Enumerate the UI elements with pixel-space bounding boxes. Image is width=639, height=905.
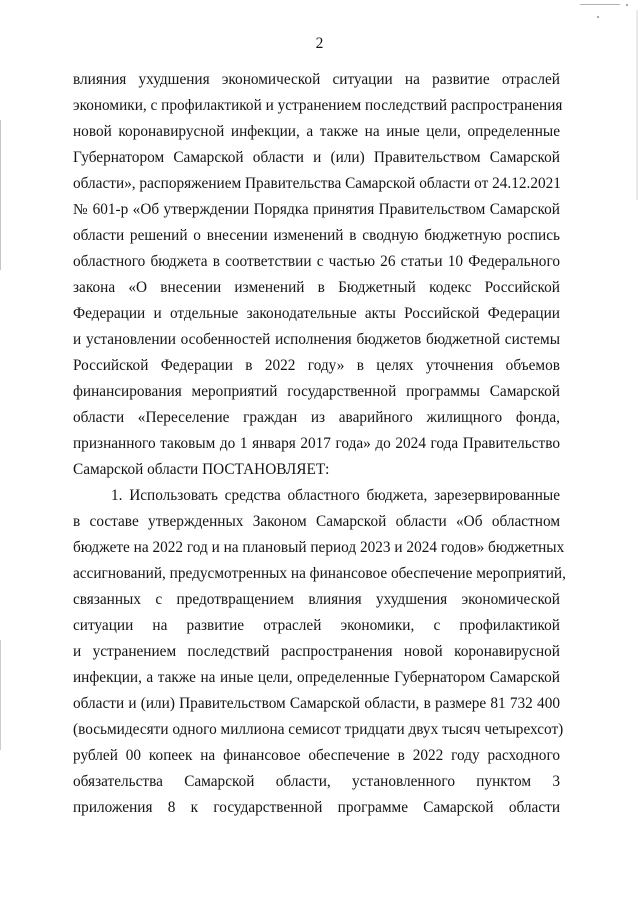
scan-edge-mark bbox=[636, 10, 638, 200]
text-line: № 601-р «Об утверждении Порядка принятия Правительством Самарской bbox=[73, 201, 560, 218]
paragraph-first-line: 1. Использовать средства областного бюджета, зарезервированные bbox=[111, 487, 560, 504]
text-line: бюджете на 2022 год и на плановый период 2023 и 2024 годов» бюджетных bbox=[73, 539, 565, 556]
text-line: (восьмидесяти одного миллиона семисот тридцати двух тысяч четырехсот) bbox=[73, 721, 564, 738]
text-line: Самарской области ПОСТАНОВЛЯЕТ: bbox=[73, 461, 330, 478]
text-line: признанного таковым до 1 января 2017 года» до 2024 года Правительство bbox=[73, 435, 560, 452]
text-line: закона «О внесении изменений в Бюджетный кодекс Российской bbox=[73, 279, 560, 296]
text-line: экономики, с профилактикой и устранением последствий распространения bbox=[73, 97, 563, 114]
text-line: инфекции, а также на иные цели, определенные Губернатором Самарской bbox=[73, 669, 560, 686]
page-number: 2 bbox=[315, 35, 324, 52]
text-line: и устранением последствий распространения новой коронавирусной bbox=[73, 643, 560, 660]
scan-edge-mark bbox=[626, 4, 628, 6]
text-line: приложения 8 к государственной программе Самарской области bbox=[73, 799, 560, 816]
scan-edge-mark bbox=[0, 120, 1, 270]
scan-edge-mark bbox=[597, 16, 599, 18]
text-line: Губернатором Самарской области и (или) Правительством Самарской bbox=[73, 149, 560, 166]
text-line: Российской Федерации в 2022 году» в целях уточнения объемов bbox=[73, 357, 560, 374]
scan-edge-mark bbox=[0, 640, 1, 750]
text-line: ситуации на развитие отраслей экономики, с профилактикой bbox=[73, 617, 560, 634]
text-line: ассигнований, предусмотренных на финансовое обеспечение мероприятий, bbox=[73, 565, 566, 582]
text-line: области «Переселение граждан из аварийного жилищного фонда, bbox=[73, 409, 560, 426]
text-line: в составе утвержденных Законом Самарской области «Об областном bbox=[73, 513, 560, 530]
text-line: Федерации и отдельные законодательные акты Российской Федерации bbox=[73, 305, 560, 322]
text-line: обязательства Самарской области, установленного пунктом 3 bbox=[73, 773, 560, 790]
text-line: области», распоряжением Правительства Самарской области от 24.12.2021 bbox=[73, 175, 561, 192]
text-line: финансирования мероприятий государственной программы Самарской bbox=[73, 383, 560, 400]
text-line: связанных с предотвращением влияния ухудшения экономической bbox=[73, 591, 560, 608]
text-line: области и (или) Правительством Самарской области, в размере 81 732 400 bbox=[73, 695, 560, 712]
text-line: влияния ухудшения экономической ситуации на развитие отраслей bbox=[73, 71, 560, 88]
scan-edge-mark bbox=[580, 4, 620, 5]
text-line: областного бюджета в соответствии с частью 26 статьи 10 Федерального bbox=[73, 253, 560, 270]
text-line: и установлении особенностей исполнения бюджетов бюджетной системы bbox=[73, 331, 560, 348]
text-line: новой коронавирусной инфекции, а также на иные цели, определенные bbox=[73, 123, 560, 140]
text-line: рублей 00 копеек на финансовое обеспечение в 2022 году расходного bbox=[73, 747, 560, 764]
text-line: области решений о внесении изменений в сводную бюджетную роспись bbox=[73, 227, 560, 244]
